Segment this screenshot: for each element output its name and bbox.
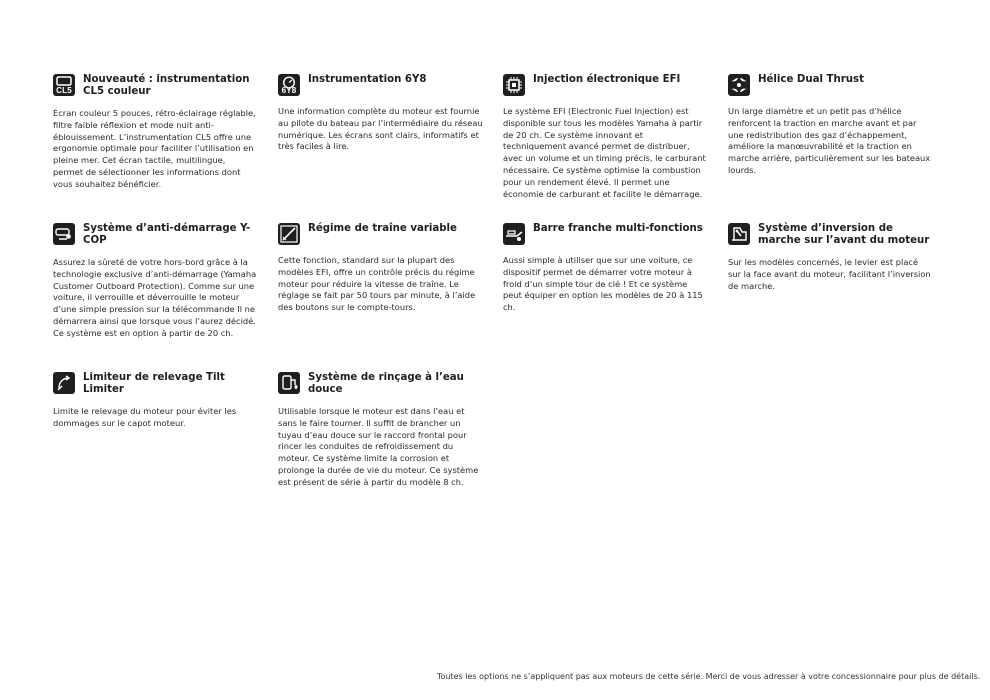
feature-title: Injection électronique EFI xyxy=(533,74,681,85)
feature-title: Limiteur de relevage Tilt Limiter xyxy=(83,372,225,395)
feature-description: Cette fonction, standard sur la plupart des modèles EFI, offre un contrôle précis du régime moteur pour réduire la vitesse de traîne. Le réglage se fait par 50 tours par minute, à l’aide des boutons sur le compte-tours. xyxy=(278,255,476,313)
cl5-display-icon xyxy=(53,74,75,96)
feature-title: Système d’inversion de marche sur l’avant du moteur xyxy=(758,223,930,246)
freshwater-flush-icon xyxy=(278,372,300,394)
feature-description: Assurez la sûreté de votre hors-bord grâce à la technologie exclusive d’anti-démarrage (Yamaha Customer Outboard Protection). Comme sur une voiture, il verrouille et déverrouille le moteur d’une simple pression sur la télécommande Il ne démarrera ainsi que lorsque vous l’aurez décidé. Ce système est en option à partir de 20 ch. xyxy=(53,257,257,338)
feature-header xyxy=(53,372,258,396)
feature-injection-efi xyxy=(503,74,708,200)
feature-header xyxy=(728,74,933,96)
feature-description: Sur les modèles concernés, le levier est placé sur la face avant du moteur, facilitant l’inversion de marche. xyxy=(728,257,931,291)
feature-title: Barre franche multi-fonctions xyxy=(533,223,703,234)
6y8-gauge-icon xyxy=(278,74,300,96)
ycop-remote-icon xyxy=(53,223,75,245)
efi-chip-icon xyxy=(503,74,525,96)
feature-title: Instrumentation 6Y8 xyxy=(308,74,427,85)
feature-header xyxy=(278,223,483,245)
feature-title: Régime de traîne variable xyxy=(308,223,457,234)
feature-title: Nouveauté : instrumentation CL5 couleur xyxy=(83,74,250,97)
feature-instrumentation-6y8 xyxy=(278,74,483,153)
feature-header xyxy=(503,223,708,245)
footnote: Toutes les options ne s’appliquent pas aux moteurs de cette série. Merci de vous adresser à votre concessionnaire pour plus de détails. xyxy=(437,672,981,681)
feature-helice-dual-thrust xyxy=(728,74,933,177)
feature-rincage xyxy=(278,372,483,489)
feature-header xyxy=(53,74,258,98)
feature-description: Le système EFI (Electronic Fuel Injection) est disponible sur tous les modèles Yamaha à partir de 20 ch. Ce système innovant et techniquement avancé permet de distribuer, avec un volume et un timing précis, le carburant nécessaire. Ce système optimise la combustion pour un rendement élevé. Il permet une économie de carburant et facilite le démarrage. xyxy=(503,106,706,199)
feature-title: Système d’anti-démarrage Y-COP xyxy=(83,223,251,246)
propeller-icon xyxy=(728,74,750,96)
feature-description: Écran couleur 5 pouces, rétro-éclairage réglable, filtre faible réflexion et mode nuit anti- éblouissement. L’instrumentation CL5 offre une ergonomie optimale pour faciliter l’utilisation en pleine mer. Cet écran tactile, multilingue, permet de sélectionner les informations dont vous souhaitez bénéficier. xyxy=(53,108,256,189)
feature-description: Limite le relevage du moteur pour éviter les dommages sur le capot moteur. xyxy=(53,406,237,428)
shift-lever-icon xyxy=(728,223,750,245)
tilt-limiter-icon xyxy=(53,372,75,394)
feature-title: Hélice Dual Thrust xyxy=(758,74,864,85)
6y8-icon-label: 6Y8 xyxy=(281,86,297,95)
tiller-handle-icon xyxy=(503,223,525,245)
feature-anti-demarrage xyxy=(53,223,258,340)
cl5-icon-label: CL5 xyxy=(56,86,72,95)
feature-description: Une information complète du moteur est fournie au pilote du bateau par l’intermédiaire du réseau numérique. Les écrans sont clairs, informatifs et très faciles à lire. xyxy=(278,106,483,152)
feature-header xyxy=(278,372,483,396)
feature-header xyxy=(728,223,933,247)
feature-instrumentation-cl5 xyxy=(53,74,258,191)
feature-inversion-marche xyxy=(728,223,933,292)
feature-header xyxy=(278,74,483,96)
feature-description: Un large diamètre et un petit pas d’hélice renforcent la traction en marche avant et par une redistribution des gaz d’échappement, améliore la manœuvrabilité et la traction en marche arrière, particulièrement sur les bateaux lourds. xyxy=(728,106,931,175)
feature-title: Système de rinçage à l’eau douce xyxy=(308,372,464,395)
feature-regime-traine xyxy=(278,223,483,314)
trolling-speed-icon xyxy=(278,223,300,245)
feature-header xyxy=(53,223,258,247)
feature-description: Utilisable lorsque le moteur est dans l’eau et sans le faire tourner. Il suffit de brancher un tuyau d’eau douce sur le raccord frontal pour rincer les conduites de refroidissement du moteur. Ce système limite la corrosion et prolonge la durée de vie du moteur. Ce système est présent de série à partir du modèle 8 ch. xyxy=(278,406,479,487)
feature-header xyxy=(503,74,708,96)
feature-description: Aussi simple à utiliser que sur une voiture, ce dispositif permet de démarrer votre moteur à froid d’un simple tour de clé ! Et ce système peut équiper en option les modèles de 20 à 115 ch. xyxy=(503,255,703,313)
feature-barre-franche xyxy=(503,223,708,314)
feature-tilt-limiter xyxy=(53,372,258,430)
